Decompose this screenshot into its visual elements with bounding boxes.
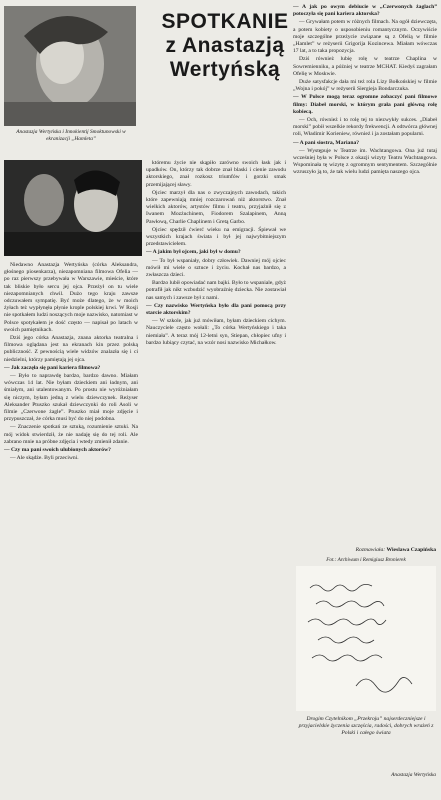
article-paragraph: Niedawno Anastazja Wertyńska (córka Aleksandra, głośnego piosenkarza), niezapomniana filmowa Ofelia — po raz pierwszy przebywała w Warszawie, mieście, które tak bliskie było sercu jej ojca. Przeżył on tu wiele niezapomnianych chwil. Dużo tego kraju zawsze odczuwałem sympatię. Być może dlatego, że w moich żyłach też wypłynęła płynie krople polskiej krwi. W Rosji nie spotkałem ludzi noszących moje nazwisko, natomiast w Polsce spotykałem je dość często — napisał po latach w swoich pamiętnikach.: [4, 262, 138, 333]
article-title: [150, 10, 300, 82]
article-paragraph: — Było to naprawdę bardzo, bardzo dawno. Miałam wówczas 14 lat. Nie byłam dzieckiem ani ładnym, ani śmiałym, ani utalentowanym. Po prostu nie wyróżniałam się niczym, byłam jedną z wielu dziewczynek. Reżyser Aleksander Ptuszko szukał dziewczynki do roli Asoli w filmie „Czerwone żagle”. Ptuszko miał moje zdjęcie i przypuszczał, że córka musi być do niej podobna.: [4, 373, 138, 423]
photo-credit: Fot.: Archiwum i Remigiusz Bronierek: [326, 557, 406, 563]
signature-label: Rozmawiała:: [355, 547, 386, 553]
article-paragraph: — Ale skądże. Byli przeciwni.: [10, 455, 79, 462]
article-paragraph: — To był wspaniały, dobry człowiek. Dawniej mój ojciec mówił mi wiele o sztuce i życiu. Kochał nas bardzo, a zwłaszcza dzieci.: [146, 257, 286, 279]
title-line-3: Wertyńską: [169, 58, 281, 81]
handwriting-illustration: [296, 566, 436, 711]
portrait-photo: [4, 6, 136, 126]
interview-question: — W Polsce mogą teraz ogromne zobaczyć pani filmowe filmy: Diabeł morski, w którym grała pani główną rolę kobiecą.: [293, 94, 437, 115]
portrait-illustration: [4, 6, 136, 126]
interview-question: — Jak zaczęła się pani kariera filmowa?: [4, 364, 101, 371]
dedication-signature: Anastazja Wertyńska: [391, 772, 436, 778]
interview-question: — Czy ma pani swoich ulubionych aktorów?: [4, 447, 111, 454]
article-paragraph: Bardzo lubił opowiadać nam bajki. Było to wspaniale, gdyż potrafił jak nikt wzbudzić wyobraźnię dziecka. Nie zostawiał nas samych i zawsze był z nami.: [146, 280, 286, 301]
film-still-illustration: [4, 160, 142, 256]
article-paragraph: — Och, również i to rolę tej to niezwykły sukces. „Diabeł morski” pobił wszelkie rekordy frekwencji. A odtwórca głównej roli, Władimir Korieniew, również i ja zostałam popularni.: [293, 117, 437, 138]
article-column-3: [293, 4, 437, 552]
article-column-1: [4, 262, 138, 798]
article-paragraph: Ojciec spędził ćwierć wieku na emigracji. Śpiewał we wszystkich krajach świata i był jej najwybitniejszym przedstawicielem.: [146, 226, 286, 248]
dedication-text: Drogim Czytelnikom „Przekroju” najserdeczniejsze i przyjacielskie życzenia szczęścia, radości, dobrych wrażeń z Polski i całego świata: [298, 716, 434, 737]
interview-question: — A pani siostra, Mariana?: [293, 139, 360, 146]
interview-signature: [296, 547, 436, 553]
title-line-1: SPOTKANIE: [161, 10, 289, 33]
article-paragraph: Duże satysfakcje dała mi też rola Lizy Bołkońskiej w filmie „Wojna i pokój” w reżyserii Siergieja Bondarczuka.: [293, 79, 437, 93]
signature-name: Wieslawa Czapińska: [386, 547, 436, 553]
article-paragraph: Dziś jego córka Anastazja, znana aktorka teatralna i filmowa oglądana jest na ekranach kin przez polską publiczność. Z pewnością wiele widzów znalazła się i ci niedzielni, którzy pamiętają jej ojca.: [4, 335, 138, 363]
article-paragraph: Ojciec marzył dla nas o zwyczajnych zawodach, takich które zapewniają mniej rozczarowań niż aktorstwo. Znał wielkich aktorów, artystów filmu i teatru, przyjaźnił się z Iwanem Mozżuchinem, Fiodorem Szalapinem, Anną Pawłową, Charlie Chaplinem i Gretą Garbo.: [146, 189, 286, 225]
article-paragraph: — Grywałam potem w różnych filmach. Na ogół dziewczęta, a potem kobiety o usposobieniu romantycznym. Oczywiście moje szczególne przeżycie związane są z Ofelią w filmie „Hamlet” w reżyserii Grigorija Kozincewa. Miałam wówczas 17 lat, a to taka propozycja.: [293, 19, 437, 55]
handwritten-note: [296, 566, 436, 711]
interview-question: — Czy nazwisko Wertyńska było dla pani pomocą przy starcie aktorskim?: [146, 302, 286, 317]
article-paragraph: — Znaczenie spotkań ze sztuką, rozumienie sztuki. Na mój widok stwierdził, że nie nadaję się do tej roli. Ale zabrano mnie na próbne zdjęcia i wtedy zmienił zdanie.: [4, 424, 138, 445]
article-paragraph: któremu życie nie skąpiło zarówno swoich łask jak i upadków. On, którzy tak dobrze znał blaski i cienie zawodu aktorskiego, znał rozkosz triumfów i gorzki smak przemijającej sławy.: [146, 160, 286, 188]
article-paragraph: Dziś również lubię rolę w teatrze Chaplina w Sowremienniku, a później w teatrze MCHAT. Kiedyś zagrałam Ofelię w Moskwie.: [293, 56, 437, 77]
hamlet-film-still: [4, 160, 142, 256]
interview-question: — A jak po owym debiucie w „Czerwonych żaglach” potoczyła się pani kariera aktorska?: [293, 4, 437, 18]
article-column-2: [146, 160, 286, 798]
photo-caption: Anastazja Wertyńska i Innokientij Smoktunowski w ekranizacji „Hamleta”: [16, 129, 126, 142]
article-paragraph: — W szkole, jak już mówiłam, byłam dzieckiem cichym. Nauczyciele często wołali: „To córka Wertyńskiego i taka niemiała”. A teraz mój 12-letni syn, Stiepan, chłopiec ufny i bardzo lubiący czytać, na wzór nosi nazwisko Michałkow.: [146, 318, 286, 346]
interview-question: — A jakim był ojcem, jaki był w domu?: [146, 249, 241, 256]
article-paragraph: — Występuje w Teatrze im. Wachtangowa. Ona już tutaj wcześniej była w Polsce z okazji wizyty Teatru Wachtangowa. Wspominała tę wizytę z ogromnym sentymentem. Szczególnie wzruszyło ją to, że tak wielu ludzi pamięta naszego ojca.: [293, 147, 437, 176]
title-line-2: z Anastazją: [165, 34, 285, 57]
